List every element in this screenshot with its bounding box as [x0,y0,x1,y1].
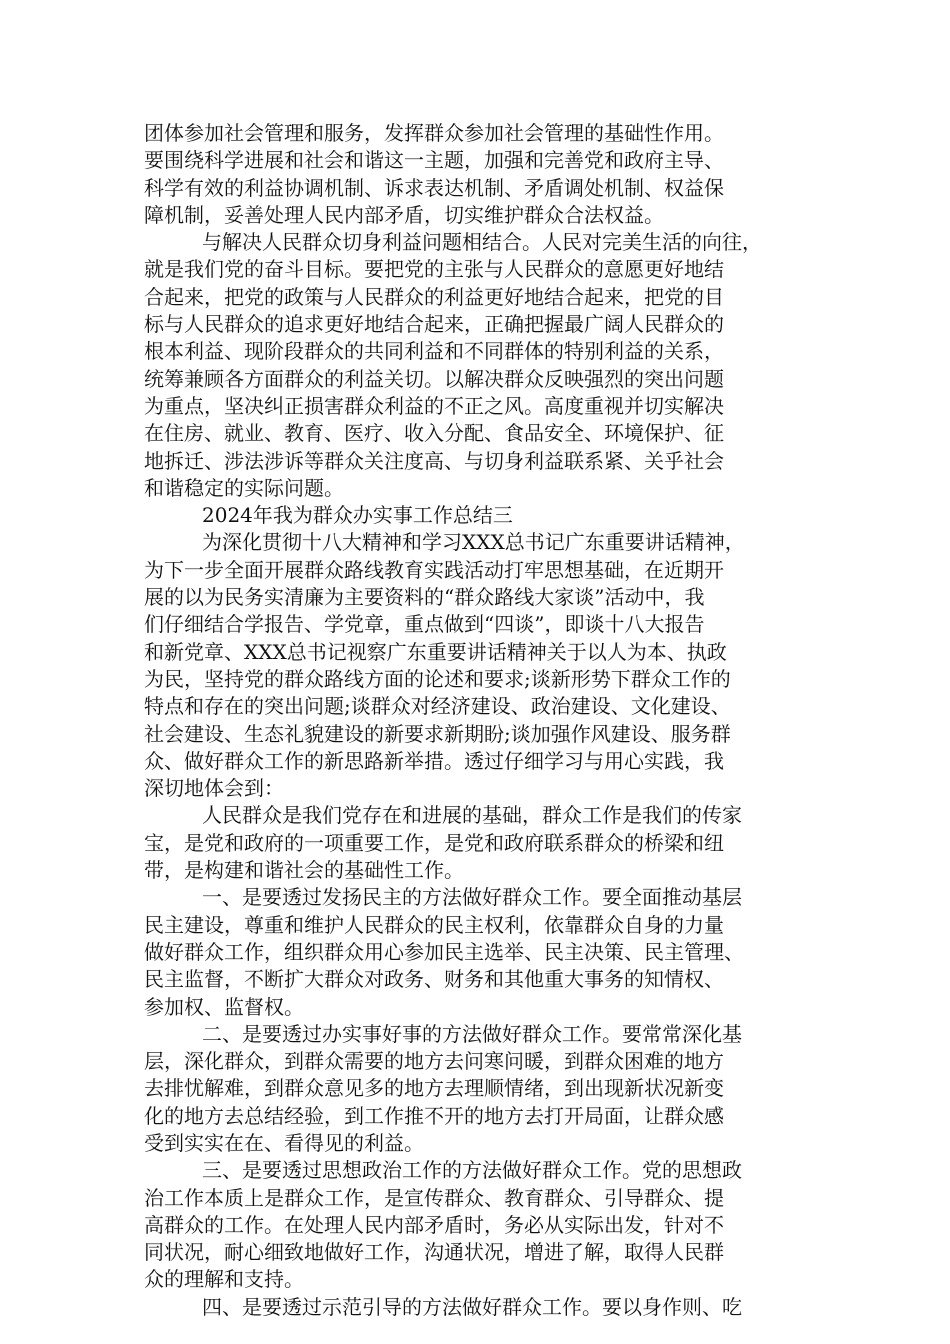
text-line: 根本利益、现阶段群众的共同利益和不同群体的特别利益的关系， [144,339,724,364]
text-line: 人民群众是我们党存在和进展的基础，群众工作是我们的传家 [202,803,742,828]
text-line: 为民，坚持党的群众路线方面的论述和要求;谈新形势下群众工作的 [144,666,731,691]
text-line: 层，深化群众，到群众需要的地方去问寒问暖，到群众困难的地方 [144,1049,724,1074]
text-line: 众的理解和支持。 [144,1267,304,1292]
text-line: 社会建设、生态礼貌建设的新要求新期盼;谈加强作风建设、服务群 [144,721,731,746]
text-line: 合起来，把党的政策与人民群众的利益更好地结合起来，把党的目 [144,284,724,309]
text-line: 高群众的工作。在处理人民内部矛盾时，务必从实际出发，针对不 [144,1212,724,1237]
text-line: 三、是要透过思想政治工作的方法做好群众工作。党的思想政 [202,1158,742,1183]
text-line: 带，是构建和谐社会的基础性工作。 [144,858,464,883]
text-line: 展的以为民务实清廉为主要资料的“群众路线大家谈”活动中，我 [144,585,705,610]
text-line: 特点和存在的突出问题;谈群众对经济建设、政治建设、文化建设、 [144,694,731,719]
text-line: 标与人民群众的追求更好地结合起来，正确把握最广阔人民群众的 [144,312,724,337]
text-line: 深切地体会到： [144,776,284,801]
text-line: 障机制，妥善处理人民内部矛盾，切实维护群众合法权益。 [144,202,664,227]
document-page [144,120,808,1321]
text-line: 统筹兼顾各方面群众的利益关切。以解决群众反映强烈的突出问题 [144,366,724,391]
text-line: 就是我们党的奋斗目标。要把党的主张与人民群众的意愿更好地结 [144,257,724,282]
text-line: 为深化贯彻十八大精神和学习XXX总书记广东重要讲话精神， [202,530,745,555]
text-line: 四、是要透过示范引导的方法做好群众工作。要以身作则、吃 [202,1294,742,1319]
text-line: 在住房、就业、教育、医疗、收入分配、食品安全、环境保护、征 [144,421,724,446]
text-line: 一、是要透过发扬民主的方法做好群众工作。要全面推动基层 [202,885,742,910]
text-line: 民主建设，尊重和维护人民群众的民主权利，依靠群众自身的力量 [144,912,724,937]
text-line: 同状况，耐心细致地做好工作，沟通状况，增进了解，取得人民群 [144,1240,724,1265]
text-line: 为重点，坚决纠正损害群众利益的不正之风。高度重视并切实解决 [144,393,724,418]
text-line: 做好群众工作，组织群众用心参加民主选举、民主决策、民主管理、 [144,939,744,964]
text-line: 化的地方去总结经验，到工作推不开的地方去打开局面，让群众感 [144,1103,724,1128]
text-line: 和新党章、XXX总书记视察广东重要讲话精神关于以人为本、执政 [144,639,727,664]
text-line: 参加权、监督权。 [144,994,304,1019]
text-line: 地拆迁、涉法涉诉等群众关注度高、与切身利益联系紧、关乎社会 [144,448,724,473]
text-line: 科学有效的利益协调机制、诉求表达机制、矛盾调处机制、权益保 [144,175,724,200]
text-line: 受到实实在在、看得见的利益。 [144,1130,424,1155]
text-line: 宝，是党和政府的一项重要工作，是党和政府联系群众的桥梁和纽 [144,830,724,855]
text-line: 为下一步全面开展群众路线教育实践活动打牢思想基础，在近期开 [144,557,724,582]
text-line: 2024年我为群众办实事工作总结三 [202,503,513,528]
text-line: 要围绕科学进展和社会和谐这一主题，加强和完善党和政府主导、 [144,148,724,173]
text-line: 和谐稳定的实际问题。 [144,475,344,500]
text-line: 去排忧解难，到群众意见多的地方去理顺情绪，到出现新状况新变 [144,1076,724,1101]
text-line: 与解决人民群众切身利益问题相结合。人民对完美生活的向往， [202,230,762,255]
text-line: 民主监督，不断扩大群众对政务、财务和其他重大事务的知情权、 [144,967,724,992]
text-line: 治工作本质上是群众工作，是宣传群众、教育群众、引导群众、提 [144,1185,724,1210]
text-line: 众、做好群众工作的新思路新举措。透过仔细学习与用心实践，我 [144,748,724,773]
text-line: 二、是要透过办实事好事的方法做好群众工作。要常常深化基 [202,1021,742,1046]
text-line: 们仔细结合学报告、学党章，重点做到“四谈”，即谈十八大报告 [144,612,705,637]
text-line: 团体参加社会管理和服务，发挥群众参加社会管理的基础性作用。 [144,121,724,145]
